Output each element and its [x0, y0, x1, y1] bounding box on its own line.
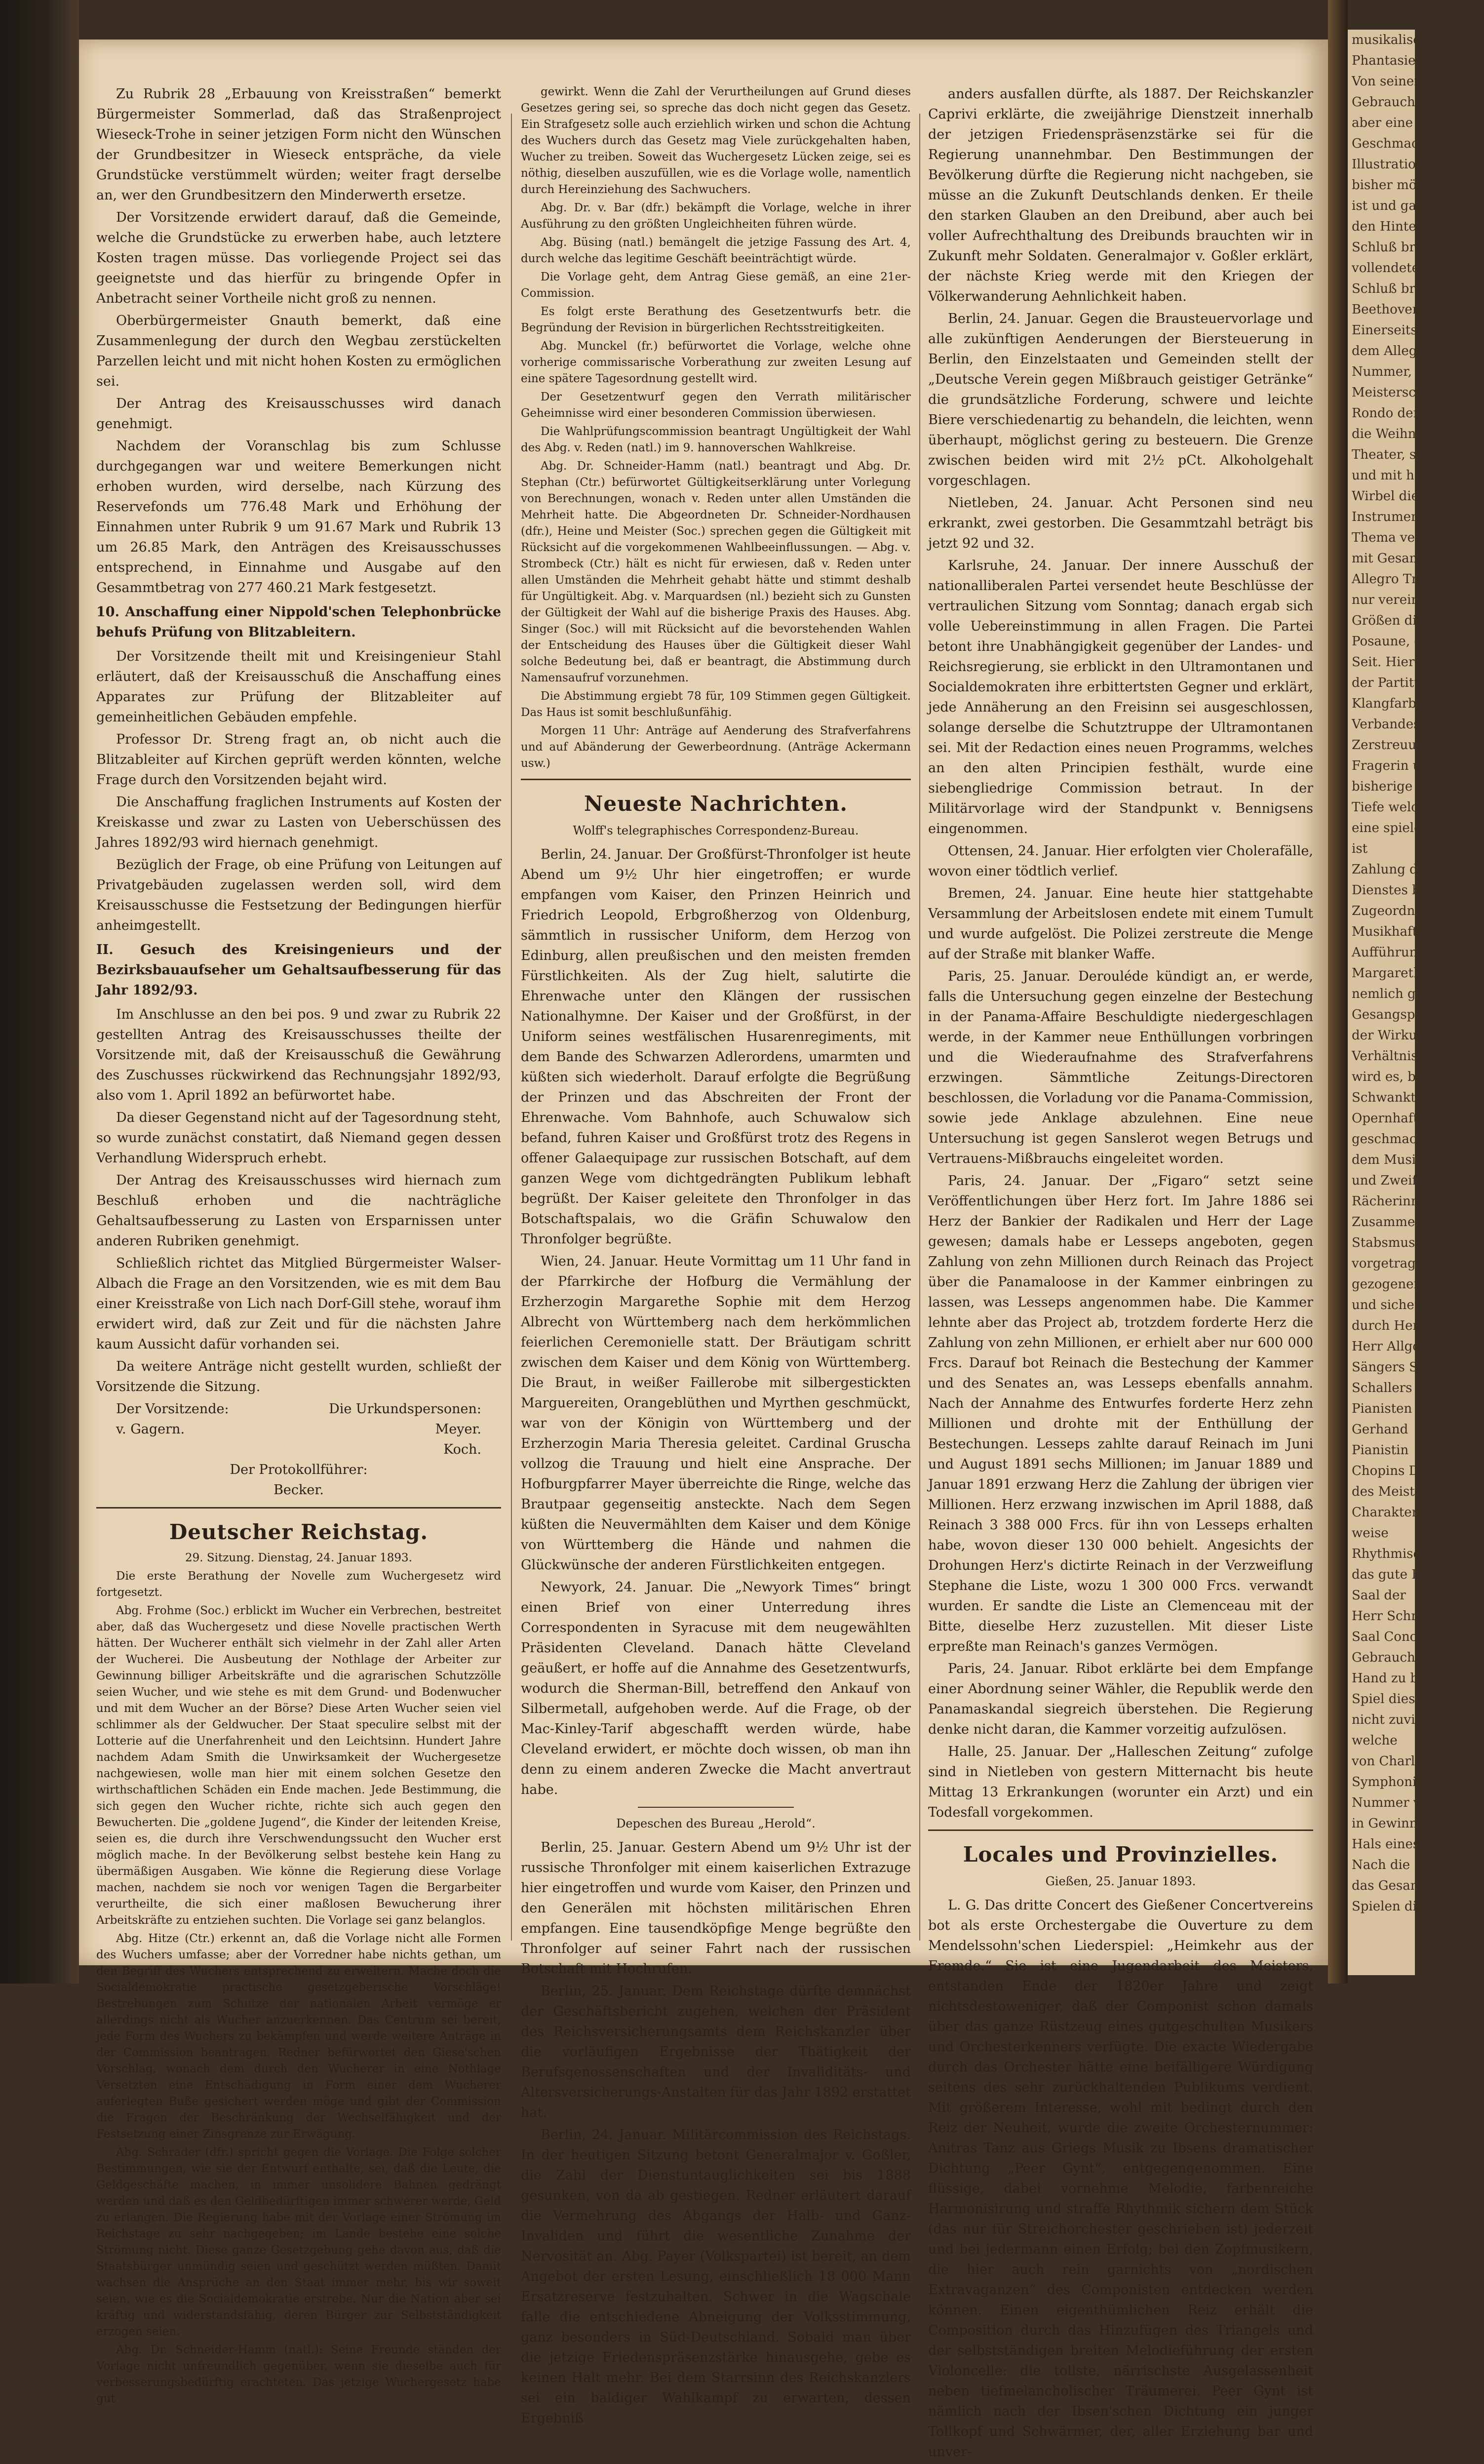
news-item: Wien, 24. Januar. Heute Vormittag um 11 Uhr fand in der Pfarrkirche der Hofburg die Vermählung der Erzherzogin Margarethe Sophie mit dem Herzog Albrecht von Württemberg nach dem herkömmlichen feierlichen Ceremonielle statt. Der Bräutigam schritt zwischen dem Kaiser und dem König von Württemberg. Die Braut, in weißer Faillerobe mit silbergestickten Marguereiten, Orangeblüthen und Myrthen geschmückt, war von der Königin von Württemberg und der Erzherzogin Maria Theresia geleitet. Cardinal Gruscha vollzog die Trauung und hielt eine Ansprache. Der Hofburgpfarrer Mayer überreichte die Ringe, welche das Brautpaar gegenseitig ansteckte. Nach dem Segen küßten die Neuvermählten dem Kaiser und dem Könige von Württemberg die Hände und nahmen die Glückwünsche der anderen Fürstlichkeiten entgegen. — [521, 1254, 911, 1573]
facing-page-edge — [1348, 30, 1484, 1975]
facing-page-text-fragment: Hand zu bewa — [1352, 1671, 1445, 1686]
facing-page-text-fragment: durch Herrn — [1352, 1318, 1434, 1333]
paragraph: Abg. Dr. Schneider-Hamm (natl.) beantragt und Abg. Dr. Stephan (Ctr.) befürwortet Gültigkeitserklärung unter Vorlegung von Berechnungen, wonach v. Reden unter allen Umständen die Mehrheit hatte. Die Abgeordneten Dr. Schneider-Nordhausen (dfr.), Heine und Meister (Soc.) sprechen gegen die Gültigkeit mit Rücksicht auf die vorgekommenen Wahlbeeinflussungen. — Abg. v. Strombeck (Ctr.) hält es nicht für erwiesen, daß v. Reden unter allen Umständen die Mehrheit gehabt hätte und stimmt deshalb für Ungültigkeit. Abg. v. Marquardsen (nl.) bezieht sich zu Gunsten der Gültigkeit der Wahl auf die bisherige Praxis des Hauses. Abg. Singer (Soc.) will mit Rücksicht auf die bevorstehenden Wahlen der Entscheidung des Hauses über die Gültigkeit dieser Wahl solche Bedeutung bei, daß er beantragt, die Abstimmung durch Namensaufruf vorzunehmen. — [521, 460, 911, 684]
paragraph: Da weitere Anträge nicht gestellt wurden, schließt der Vorsitzende die Sitzung. — [96, 1359, 501, 1394]
facing-page-text-fragment: Zahlung des — [1352, 862, 1432, 877]
facing-page-text-fragment: Schallers — [1352, 1381, 1412, 1395]
facing-page-text-fragment: von Charles — [1352, 1754, 1429, 1769]
facing-page-text-fragment: nur vereinzelten — [1352, 593, 1459, 607]
news-item: anders ausfallen dürfte, als 1887. Der Reichskanzler Caprivi erklärte, die zweijährige Dienstzeit innerhalb der jetzigen Friedenspräsenzstärke sei für die Regierung unannehmbar. Den Bestimmungen der Bevölkerung dürfte die Regierung nicht nachgeben, sie müsse an die Zukunft Deutschlands denken. Er theile den starken Glauben an den Dreibund, aber auch bei voller Aufrechthaltung des Dreibunds brauchten wir in Zukunft mehr Soldaten. Generalmajor v. Goßler erklärt, der nächste Krieg werde mit den Kriegen der Völkerwanderung Aehnlichkeit haben. — [928, 86, 1313, 304]
facing-page-text-fragment: den Hinter — [1352, 219, 1423, 234]
signature-block — [96, 1399, 501, 1500]
paragraph: Der Vorsitzende erwidert darauf, daß die Gemeinde, welche die Grundstücke zu erwerben habe, auch letztere Kosten tragen müsse. Das vorliegende Project sei das geeignetste und das hierfür zu bringende Opfer in Anbetracht seiner Vortheile nicht groß zu nennen. — [96, 210, 501, 306]
facing-page-text-fragment: Pianisten Bri — [1352, 1401, 1436, 1416]
facing-page-text-fragment: eine spielenden — [1352, 821, 1454, 835]
facing-page-text-fragment: Herr Schrön — [1352, 1609, 1434, 1624]
facing-page-text-fragment: Nummer, die Sa — [1352, 364, 1457, 379]
local-item: L. G. Das dritte Concert des Gießener Concertvereins bot als erste Orchestergabe die Ouverture zu dem Mendelssohn'schen Liederspiel: „Heimkehr aus der Fremde.“ Sie ist eine Jugendarbeit des Meisters, entstanden Ende der 1820er Jahre und zeigt nichtsdestoweniger, daß der Componist schon damals über das ganze Rüstzeug eines gutgeschulten Musikers und Orchesterkenners verfügte. Die exacte Wiedergabe durch das Orchester hätte eine beifälligere Würdigung seitens des sehr zurückhaltenden Publikums verdient. Mit größerem Interesse, wohl mit bedingt durch den Reiz der Neuheit, wurde die zweite Orchesternummer: Anitras Tanz aus Griegs Musik zu Ibsens dramatischer Dichtung „Peer Gynt“, entgegengenommen. Eine flüssige, dabei vornehme Melodie, farbenreiche Harmonisirung und straffe Rhythmik sichern dem Stück (das nur für Streichorchester geschrieben ist) jederzeit und bei jedermann einen Erfolg; bei den Zopfmusikern, die hier auch rein garnichts von „nordischen Extravaganzen“ des Componisten entdecken werden können. Einen eigenthümlichen Reiz erhält die Composition durch das Hinzufügen des Triangels und der selbstständigen breiten Melodieführung der ersten Violoncelle: die tollste, närrischste Ausgelassenheit neben tiefmelancholischer Träumerei. Peer Gynt ist nämlich nach der Ibsen'schen Dichtung ein junger Tollkopf und Schwärmer, der, aller Erziehung bar und unver- — [928, 1898, 1313, 2460]
facing-page-text-fragment: Beethovens die — [1352, 302, 1451, 317]
facing-page-text-fragment: Illustration wunde — [1352, 157, 1472, 172]
paragraph: Oberbürgermeister Gnauth bemerkt, daß eine Zusammenlegung der durch den Wegbau zerstückelten Parzellen leicht und mit nicht hohen Kosten zu ermöglichen sei. — [96, 313, 501, 389]
paragraph: Die erste Berathung der Novelle zum Wuchergesetz wird fortgesetzt. — [96, 1570, 501, 1599]
facing-page-text-fragment: Symphonie — [1352, 1775, 1424, 1789]
facing-page-text-fragment: Rächerinnen — [1352, 1194, 1435, 1209]
paragraph: Abg. Dr. v. Bar (dfr.) bekämpft die Vorlage, welche in ihrer Ausführung zu den größten Ungleichheiten führen würde. — [521, 201, 911, 231]
facing-page-text-fragment: Gebrauch an Ruch — [1352, 95, 1473, 110]
witness-name: Koch. — [443, 1442, 481, 1457]
facing-page-text-fragment: und Zweifelhaft — [1352, 1173, 1455, 1188]
facing-page-text-fragment: Saal Concert — [1352, 1629, 1436, 1644]
locales-dateline: Gießen, 25. Januar 1893. — [1045, 1874, 1196, 1888]
facing-page-text-fragment: vollendeten Winter — [1352, 261, 1476, 276]
section-divider — [96, 1507, 501, 1509]
facing-page-text-fragment: bisher möglich, — [1352, 178, 1453, 193]
facing-page-text-fragment: Stabsmusiker — [1352, 1235, 1441, 1250]
facing-page-text-fragment: des Meisters — [1352, 1484, 1435, 1499]
paragraph: Der Gesetzentwurf gegen den Verrath militärischer Geheimnisse wird einer besonderen Commission überwiesen. — [521, 391, 911, 420]
short-divider — [638, 1807, 794, 1808]
reichstag-report-continued — [521, 84, 911, 772]
paragraph: Abg. Frohme (Soc.) erblickt im Wucher ein Verbrechen, bestreitet aber, daß das Wuchergesetz und diese Novelle practischen Werth hätten. Der Wucherer enthält sich vielmehr in der Zahl aller Arten der Wucherei. Die Ausbeutung der Nothlage der Arbeiter zur Gewinnung billiger Arbeitskräfte und die agrarischen Schutzzölle seien Wucher, und wie stehe es mit dem Grund- und Bodenwucher und mit dem Wucher an der Börse? Diese Arten Wucher seien viel schlimmer als der Geldwucher. Der Staat speculire selbst mit der Lotterie auf die Unerfahrenheit und den Leichtsinn. Hundert Jahre nachdem Adam Smith die Unwirksamkeit der Wuchergesetze nachgewiesen, wolle man hier mit einem solchen Gesetze den wirthschaftlichen Schäden ein Ende machen. Jede Bestimmung, die sich gegen den Wucher richte, richte sich auch gegen den Bewucherten. Die „goldene Jugend“, die Kinder der leitenden Kreise, seien es, die durch ihre Verschwendungssucht den Wucher erst möglich mache. In der Bevölkerung selbst bestehe kein Hang zu übermäßigen Ausgaben. Wie könne die Regierung diese Vorlage machen, nachdem sie noch vor wenigen Tagen die Bergarbeiter verurtheilte, die sich einer maßlosen Bewucherung ihrer Arbeitskräfte zu entziehen suchten. Die Vorlage sei ganz belanglos. — [96, 1604, 501, 1927]
facing-page-text-fragment: Schluß brachten — [1352, 240, 1460, 255]
facing-page-text-fragment: Opernhaften — [1352, 1111, 1434, 1126]
facing-page-text-fragment: dem Allegro — [1352, 344, 1431, 358]
paragraph: Morgen 11 Uhr: Anträge auf Aenderung des Strafverfahrens und auf Abänderung der Gewerbeordnung. (Anträge Ackermann usw.) — [521, 724, 911, 770]
facing-page-text-fragment: Seit. Hier mag — [1352, 655, 1447, 670]
facing-page-text-fragment: die Weihnachts — [1352, 427, 1451, 441]
facing-page-text-fragment: Margarethe's — [1352, 966, 1440, 981]
facing-page-text-fragment: Dienstes beider — [1352, 883, 1454, 898]
agenda-item-11: II. Gesuch des Kreisingenieurs und der Bezirksbauaufseher um Gehaltsaufbesserung für das Jahr 1892/93. — [96, 942, 501, 998]
news-item: Karlsruhe, 24. Januar. Der innere Ausschuß der nationalliberalen Partei versendet heute Beschlüsse der vertraulichen Sitzung vom Sonntag; danach ergab sich volle Uebereinstimmung in allen Fragen. Die Partei betont ihre Unabhängigkeit gegenüber der Landes- und Reichsregierung, sie erblickt in den Ultramontanen und Socialdemokraten ihre erbittertsten Gegner und erklärt, jede Annäherung an den Freisinn sei ausgeschlossen, solange derselbe die Schutztruppe der Ultramontanen sei. Mit der Redaction eines neuen Programms, welches an den alten Principien festhält, wurde eine siebengliedrige Commission betraut. In der Militärvorlage wird der Standpunkt v. Bennigsens eingenommen. — [928, 558, 1313, 836]
facing-page-text-fragment: welche — [1352, 1733, 1398, 1748]
facing-page-text-fragment: Sängers Sie — [1352, 1360, 1430, 1375]
facing-page-text-fragment: Rhythmisch — [1352, 1547, 1429, 1561]
facing-page-text-fragment: bisherige Spann — [1352, 779, 1458, 794]
paragraph: Die Vorlage geht, dem Antrag Giese gemäß, an eine 21er-Commission. — [521, 271, 911, 300]
protocol-name: Becker. — [273, 1482, 324, 1498]
news-item: Berlin, 24. Januar. Militärcommission des Reichstags. In der heutigen Sitzung betont Generalmajor v. Goßler, die Zahl der Dienstuntauglichkeiten sei bis 1888 gesunken, von da ab gestiegen. Redner erläutert darauf die Vermehrung des Abgangs der Halb- und Ganz-Invaliden und führt die wesentliche Zunahme der Nervosität an. Abg. Payer (Volkspartei) ist bereit, an dem Angebot der ersten Lesung, einschließlich 18 000 Mann Ersatzreserve festzuhalten. Schwer in die Wagschale falle die entschiedene Abneigung der Volksstimmung, ganz besonders in Süd-Deutschland. Sobald man über die jetzige Friedenspräsenzstärke hinausgehe, gebe es keinen Halt mehr. Bei dem Starrsinn des Reichskanzlers sei ein baldiger Wahlkampf zu erwarten, dessen Ergebniß — [521, 2127, 911, 2426]
facing-page-text-fragment: Hals eines — [1352, 1837, 1420, 1852]
chairman-name: v. Gagern. — [116, 1422, 185, 1437]
facing-page-text-fragment: der Wirkung — [1352, 1028, 1434, 1043]
news-item: Bremen, 24. Januar. Eine heute hier stattgehabte Versammlung der Arbeitslosen endete mit einem Tumult und wurde aufgelöst. Die Polizei zerstreute die Menge auf der Straße mit blanker Waffe. — [928, 886, 1313, 962]
facing-page-text-fragment: Einerseits sahn — [1352, 323, 1452, 338]
column-3 — [928, 84, 1313, 2464]
facing-page-text-fragment: Zugeordneten — [1352, 904, 1444, 918]
facing-page-text-fragment: vorgetragenes — [1352, 1256, 1446, 1271]
paragraph: Abg. Büsing (natl.) bemängelt die jetzige Fassung des Art. 4, durch welche das legitime Geschäft beeinträchtigt würde. — [521, 236, 911, 265]
paragraph: Im Anschlusse an den bei pos. 9 und zwar zu Rubrik 22 gestellten Antrag des Kreisausschusses theilte der Vorsitzende mit, daß der Kreisausschuß die Gewährung des Zuschusses rückwirkend das Rechnungsjahr 1892/93, also vom 1. April 1892 an befürwortet habe. — [96, 1007, 501, 1103]
facing-page-text-fragment: wird es, besond — [1352, 1070, 1454, 1084]
facing-page-text-fragment: und mit höchstem — [1352, 468, 1469, 483]
facing-page-text-fragment: Charakters — [1352, 1505, 1425, 1520]
facing-page-text-fragment: Schluß brachten — [1352, 281, 1460, 296]
paragraph: Die Abstimmung ergiebt 78 für, 109 Stimmen gegen Gültigkeit. Das Haus ist somit beschlußunfähig. — [521, 690, 911, 719]
paragraph: Bezüglich der Frage, ob eine Prüfung von Leitungen auf Privatgebäuden zugelassen werden soll, wird dem Kreisausschusse die Festsetzung der Bedingungen hierfür anheimgestellt. — [96, 857, 501, 933]
column-rule-2 — [919, 114, 920, 1941]
facing-page-text-fragment: Gesangspartie — [1352, 1007, 1446, 1022]
news-item: Ottensen, 24. Januar. Hier erfolgten vier Cholerafälle, wovon einer tödtlich verlief. — [928, 843, 1313, 879]
facing-page-text-fragment: Posaune, des gei — [1352, 634, 1461, 649]
paragraph: Professor Dr. Streng fragt an, ob nicht auch die Blitzableiter auf Kirchen geprüft werden könnten, welche Frage durch den Vorsitzenden bejaht wird. — [96, 732, 501, 788]
facing-page-text-fragment: Spielen die — [1352, 1899, 1425, 1914]
chairman-label: Der Vorsitzende: — [116, 1401, 229, 1417]
facing-page-text-fragment: Von seinen weiteren — [1352, 74, 1484, 89]
facing-page-text-fragment: Tiefe welches — [1352, 800, 1441, 815]
facing-page-text-fragment: Allegro Trio — [1352, 572, 1430, 587]
herold-source: Depeschen des Bureau „Herold“. — [616, 1817, 816, 1830]
facing-page-text-fragment: Phantasiereichen — [1352, 53, 1465, 68]
news-source: Wolff's telegraphisches Correspondenz-Bureau. — [573, 824, 859, 837]
kreistag-report-part1 — [96, 84, 501, 598]
column-2 — [521, 84, 911, 2430]
witnesses-label: Die Urkundspersonen: — [329, 1401, 481, 1417]
facing-page-text-fragment: Theater, sowie — [1352, 447, 1446, 462]
paragraph: Da dieser Gegenstand nicht auf der Tagesordnung steht, so wurde zunächst constatirt, daß Niemand gegen dessen Verhandlung Widerspruch erhebt. — [96, 1110, 501, 1166]
facing-page-text-fragment: dem Musikstil — [1352, 1153, 1444, 1167]
locales-items — [928, 1895, 1313, 2462]
news-item: Berlin, 24. Januar. Gegen die Brausteuervorlage und alle zukünftigen Aenderungen der Biersteuerung in Berlin, den Einzelstaaten und Gemeinden stellt der „Deutsche Verein gegen Mißbrauch geistiger Getränke“ die grundsätzliche Forderung, schwere und leichte Biere verschiedenartig zu behandeln, die leichten, wenn überhaupt, möglichst gering zu besteuern. Die Grenze zwischen beiden wird mit 2½ pCt. Alkoholgehalt vorgeschlagen. — [928, 311, 1313, 488]
facing-page-text-fragment: Instrumentalist — [1352, 510, 1452, 524]
news-item: Paris, 24. Januar. Der „Figaro“ setzt seine Veröffentlichungen über Herz fort. Im Jahre 1886 sei Herz der Bankier der Radikalen und Herr der Lage gewesen; damals habe er Lesseps angeboten, gegen Zahlung von zehn Millionen durch Reinach das Project über die Panamaloose in der Kammer einbringen zu lassen, was Lesseps angenommen habe. Die Kammer lehnte aber das Project ab, trotzdem forderte Herz die Zahlung von zehn Millionen, er erhielt aber nur 600 000 Frcs. Darauf bot Reinach die Bestechung der Kammer und des Senates an, was Lesseps ebenfalls annahm. Nach der Annahme des Entwurfes forderte Herz zehn Millionen und drohte mit der Enthüllung der Bestechungen. Lesseps zahlte darauf Reinach im Juni und August 1891 sechs Millionen; im Januar 1889 und Januar 1891 erzwang Herz die Zahlung der übrigen vier Millionen. Herz erzwang inzwischen im April 1888, daß Reinach 3 388 000 Frcs. für ihn von Lesseps erhalten habe, wovon dieser 130 000 behielt. Angesichts der Drohungen Herz's dictirte Reinach in der Verzweiflung Stephane die Liste, wozu 1 300 000 Frcs. verwandt wurden. Er sandte die Liste an Clemenceau mit der Bitte, dieselbe Herz zuzustellen. Mit dieser Liste erpreßte man Reinach's ganzes Vermögen. — [928, 1173, 1313, 1654]
news-item: Berlin, 25. Januar. Dem Reichstage dürfte demnächst der Geschäftsbericht zugehen, welchen der Präsident des Reichsversicherungsamts dem Reichskanzler über die vorläufigen Ergebnisse der Thätigkeit der Berufsgenossenschaften und der Invaliditäts- und Altersversicherungs-Anstalten für das Jahr 1892 erstattet hat. — [521, 1984, 911, 2120]
facing-page-text-fragment: Wirbel die Ei — [1352, 489, 1437, 504]
news-item: Halle, 25. Januar. Der „Halleschen Zeitung“ zufolge sind in Nietleben von gestern Mitternacht bis heute Mittag 13 Erkrankungen (worunter ein Arzt) und ein Todesfall vorgekommen. — [928, 1744, 1313, 1820]
news-item: Berlin, 25. Januar. Gestern Abend um 9½ Uhr ist der russische Thronfolger mit einem kaiserlichen Extrazuge hier eingetroffen und wurde vom Kaiser, den Prinzen und den Generälen mit höchsten militärischen Ehren empfangen. Eine tausendköpfige Menge begrüßte den Thronfolger auf seiner Fahrt nach der russischen Botschaft mit Hochrufen. — [521, 1840, 911, 1977]
reichstag-report — [96, 1568, 501, 2407]
column-1 — [96, 84, 501, 2409]
paragraph: Schließlich richtet das Mitglied Bürgermeister Walser-Albach die Frage an den Vorsitzenden, wie es mit dem Bau einer Kreisstraße von Lich nach Dorf-Gill stehe, worauf ihm erwidert wird, daß zur Zeit und für die nächsten Jahre kaum Aussicht dafür vorhanden sei. — [96, 1256, 501, 1352]
facing-page-text-fragment: Aufführung — [1352, 945, 1426, 960]
facing-page-text-fragment: nemlich gleich — [1352, 987, 1447, 1001]
locales-heading: Locales und Provinzielles. — [963, 1842, 1279, 1867]
facing-page-text-fragment: das Gesamm — [1352, 1878, 1435, 1893]
facing-page-text-fragment: Nach die — [1352, 1858, 1410, 1872]
paragraph: Zu Rubrik 28 „Erbauung von Kreisstraßen“ bemerkt Bürgermeister Sommerlad, daß das Straßenproject Wieseck-Trohe in seiner jetzigen Form nicht den Wünschen der Grundbesitzer in Wieseck entspräche, da viele Grundstücke verstümmelt würden; weiter fragt derselbe an, wer den Grundbesitzern den Minderwerth ersetze. — [96, 86, 501, 203]
paragraph: Die Anschaffung fraglichen Instruments auf Kosten der Kreiskasse und zwar zu Lasten von Ueberschüssen des Jahres 1892/93 wird hiernach genehmigt. — [96, 795, 501, 850]
paragraph: Abg. Dr. Schneider-Hamm (natl.): Seine Freunde ständen der Vorlage nicht unfreundlich gegenüber, wenn sie dieselbe auch für verbesserungsbedürftig erachteten. Das jetzige Wuchergesetz habe gut — [96, 2344, 501, 2405]
facing-page-text-fragment: Zerstreuung des — [1352, 738, 1460, 753]
paragraph: Die Wahlprüfungscommission beantragt Ungültigkeit der Wahl des Abg. v. Reden (natl.) im 9. hannoverschen Wahlkreise. — [521, 425, 911, 454]
news-item: Paris, 25. Januar. Derouléde kündigt an, er werde, falls die Untersuchung gegen einzelne der Bestechung in der Panama-Affaire Beschuldigte niedergeschlagen werde, in der Kammer neue Enthüllungen vorbringen und die Wiederaufnahme des Strafverfahrens erzwingen. Sämmtliche Zeitungs-Directoren beschlossen, die Vorladung vor die Panama-Commission, sowie jede Anklage abzulehnen. Eine neue Untersuchung ist gegen Sanslerot wegen Betrugs und Vertrauens-Mißbrauchs eingeleitet worden. — [928, 969, 1313, 1166]
paragraph: Nachdem der Voranschlag bis zum Schlusse durchgegangen war und weitere Bemerkungen nicht erhoben wurden, wird derselbe, nach Kürzung des Reservefonds um 776.48 Mark und Erhöhung der Einnahmen unter Rubrik 9 um 91.67 Mark und Rubrik 13 um 26.85 Mark, den Anträgen des Kreisausschusses entsprechend, in Einnahme und Ausgabe auf den Gesammtbetrag von 277 460.21 Mark festgesetzt. — [96, 438, 501, 596]
kreistag-report-part2 — [96, 646, 501, 936]
facing-page-text-fragment: geschmackvoll — [1352, 1132, 1448, 1147]
facing-page-text-fragment: der Partitur, die — [1352, 676, 1455, 690]
paragraph: Der Antrag des Kreisausschusses wird danach genehmigt. — [96, 396, 501, 432]
facing-page-text-fragment: nicht zuviel — [1352, 1712, 1427, 1727]
facing-page-text-fragment: Rondo der zw — [1352, 406, 1442, 421]
facing-page-text-fragment: das gute Bolk — [1352, 1567, 1441, 1582]
witness-name: Meyer. — [435, 1422, 481, 1437]
facing-page-text-fragment: Fragerin und — [1352, 758, 1438, 773]
session-line: 29. Sitzung. Dienstag, 24. Januar 1893. — [185, 1551, 412, 1564]
facing-page-text-fragment: gezogenen Ja — [1352, 1277, 1439, 1292]
facing-page-text-fragment: ist — [1352, 841, 1368, 856]
facing-page-text-fragment: aber eine zulässig — [1352, 116, 1470, 130]
facing-page-text-fragment: Gerhand — [1352, 1422, 1408, 1437]
kreistag-report-part3 — [96, 1004, 501, 1397]
facing-page-text-fragment: Chopins D-moll — [1352, 1464, 1452, 1478]
facing-page-text-fragment: Geschmack der — [1352, 136, 1453, 151]
book-binding-edge — [0, 0, 79, 1984]
facing-page-text-fragment: Herr Allgoyer — [1352, 1339, 1442, 1354]
news-item: Paris, 24. Januar. Ribot erklärte bei dem Empfange einer Abordnung seiner Wähler, die Republik werde den Panamaskandal siegreich überstehen. Die Regierung denke nicht daran, die Kammer vorzeitig aufzulösen. — [928, 1661, 1313, 1737]
facing-page-text-fragment: musikalisch, durch — [1352, 33, 1475, 47]
column-rule-1 — [511, 114, 512, 1941]
facing-page-text-fragment: und sicher — [1352, 1298, 1421, 1312]
facing-page-text-fragment: Spiel dies — [1352, 1692, 1415, 1707]
facing-page-text-fragment: Thema verarbeitet — [1352, 530, 1473, 545]
facing-page-text-fragment: ist und ganz aus — [1352, 199, 1458, 213]
paragraph: Der Antrag des Kreisausschusses wird hiernach zum Beschluß erhoben und die nachträgliche Gehaltsaufbesserung zu Lasten von Ersparnissen unter anderen Rubriken genehmigt. — [96, 1173, 501, 1249]
facing-page-text-fragment: Saal der — [1352, 1588, 1406, 1603]
facing-page-text-fragment: Meisterschaft in — [1352, 385, 1458, 400]
news-items — [521, 844, 911, 1800]
facing-page-text-fragment: Größen die Pian — [1352, 613, 1457, 628]
paragraph: Abg. Hitze (Ctr.) erkennt an, daß die Vorlage nicht alle Formen des Wuchers umfasse; aber der Vorredner habe nichts gethan, um den Begriff des Wuchers entsprechend zu erweitern. Mache doch die Socialdemokratie practische gesetzgeberische Vorschläge! Bestrebungen zum Schutze der nationalen Arbeit vermöge er allerdings nicht als Wucher anzuerkennen. Das Centrum sei bereit, jede Form des Wuchers zu bekämpfen und werde weitere Anträge in der Commission beantragen. Redner befürwortet den Giese'schen Vorschlag, wonach dem durch den Wucherer in eine Nothlage Versetzten eine Entschädigung in Form einer dem Wucherer auferlegten Buße gesichert werden möge und gibt der Commission die Fragen der Beschränkung der Wechselfähigkeit und der Festsetzung einer Zinsgrenze zur Erwägung. — [96, 1932, 501, 2141]
facing-page-text-fragment: in Gewinn — [1352, 1816, 1418, 1831]
facing-page-text-fragment: Klangfarbe, die — [1352, 696, 1452, 711]
news-item: Nietleben, 24. Januar. Acht Personen sind neu erkrankt, zwei gestorben. Die Gesammtzahl beträgt bis jetzt 92 und 32. — [928, 495, 1313, 551]
paragraph: Es folgt erste Berathung des Gesetzentwurfs betr. die Begründung der Revision in bürgerlichen Rechtsstreitigkeiten. — [521, 305, 911, 334]
facing-page-text-fragment: Gebrauch — [1352, 1650, 1415, 1665]
paragraph: Abg. Munckel (fr.) befürwortet die Vorlage, welche ohne vorherige commissarische Vorberathung zur zweiten Lesung auf eine spätere Tagesordnung gestellt wird. — [521, 340, 911, 385]
news-item: Berlin, 24. Januar. Der Großfürst-Thronfolger ist heute Abend um 9½ Uhr hier eingetroffen; er wurde empfangen vom Kaiser, den Prinzen Heinrich und Friedrich Leopold, Erbgroßherzog von Oldenburg, sämmtlich in russischer Uniform, dem Herzog von Edinburg, allen preußischen und den meisten fremden Fürstlichkeiten. Als der Zug hielt, salutirte die Ehrenwache unter den Klängen der russischen Nationalhymne. Der Kaiser und der Großfürst, in der Uniform seines westfälischen Husarenregiments, mit dem Bande des Schwarzen Adlerordens, umarmten und küßten sich wiederholt. Darauf erfolgte die Begrüßung der Prinzen und das Abschreiten der Front der Ehrenwache. Vom Bahnhofe, auch Schuwalow sich befand, fuhren Kaiser und Großfürst trotz des Regens in offener Galaequipage zur russischen Botschaft, auf dem ganzen Wege vom dichtgedrängten Publikum lebhaft begrüßt. Der Kaiser geleitete den Thronfolger in das Botschaftspalais, wo die Gräfin Schuwalow den Thronfolger begrüßte. — [521, 847, 911, 1247]
facing-page-text-fragment: Musikhaften — [1352, 924, 1434, 939]
section-divider — [521, 779, 911, 780]
facing-page-text-fragment: Zusammenwirken — [1352, 1215, 1468, 1230]
reichstag-heading: Deutscher Reichstag. — [169, 1520, 429, 1544]
facing-page-text-fragment: Nummer ver — [1352, 1795, 1435, 1810]
news-heading: Neueste Nachrichten. — [584, 792, 848, 816]
section-divider — [928, 1829, 1313, 1831]
facing-page-text-fragment: mit Gesammtheit — [1352, 551, 1464, 566]
agenda-item-10: 10. Anschaffung einer Nippold'schen Telephonbrücke behufs Prüfung von Blitzableitern. — [96, 604, 501, 640]
facing-page-text-fragment: Pianistin — [1352, 1443, 1409, 1458]
facing-page-text-fragment: Verbandes gebo — [1352, 717, 1456, 732]
book-gutter — [1328, 0, 1348, 1984]
news-item: Newyork, 24. Januar. Die „Newyork Times“ bringt einen Brief von einer Unterredung ihres Correspondenten in Syracuse mit dem neugewählten Präsidenten Cleveland. Danach hätte Cleveland geäußert, er hoffe auf die Annahme des Gesetzentwurfs, wodurch die Sherman-Bill, betreffend den Ankauf von Silbermetall, aufgehoben werde. Auf die Frage, ob der Mac-Kinley-Tarif abgeschafft werden würde, habe Cleveland erwidert, er möchte doch wissen, ob man ihn denn zu einem anderen Zwecke die Macht anvertraut habe. — [521, 1580, 911, 1797]
facing-page-text-fragment: Verhältnissen — [1352, 1049, 1441, 1064]
facing-page-text-fragment: Schwankte, dies — [1352, 1090, 1458, 1105]
paragraph: Abg. Schrader (dfr.) spricht gegen die Vorlage. Die Folge solcher Bestimmungen, wie sie der Entwurf enthalte, sei, daß die Leute, die Geldgeschäfte machen, in immer unsolidere Bahnen gedrängt werden und daß es den Geldbedürftigen immer schwerer werde, Geld zu erlangen. Die Regierung habe mit der Vorlage einer Strömung im Reichstage zu sehr nachgegeben; im Lande bestehe eine solche Strömung nicht. Diese ganze Gesetzgebung gehe davon aus, daß die Staatsbürger unmündig seien und geschützt werden müßten. Damit wachsen die Ansprüche an den Staat immer mehr, bis wir soweit seien, wie es die Socialdemokratie erstrebe. Nur die Nation aber sei kräftig und widerstandsfähig, deren Bürger zur Selbstständigkeit erzogen seien. — [96, 2146, 501, 2338]
paragraph: gewirkt. Wenn die Zahl der Verurtheilungen auf Grund dieses Gesetzes gering sei, so spreche das doch nicht gegen das Gesetz. Ein Strafgesetz solle auch erziehlich wirken und schon die Achtung des Wuchers durch das Gesetz mag Viele zurückgehalten haben, Wucher zu treiben. Soweit das Wuchergesetz Lücken zeige, sei es nöthig, dieselben auszufüllen, wie es die Vorlage wolle, namentlich durch Hereinziehung des Sachwuchers. — [521, 85, 911, 196]
herold-items — [521, 1837, 911, 2428]
news-items-continued — [928, 84, 1313, 1823]
facing-page-text-fragment: weise — [1352, 1526, 1389, 1541]
protocol-label: Der Protokollführer: — [230, 1462, 368, 1477]
paragraph: Der Vorsitzende theilt mit und Kreisingenieur Stahl erläutert, daß der Kreisausschuß die Anschaffung eines Apparates zur Prüfung der Blitzableiter auf gemeinheitlichen Gebäuden empfehle. — [96, 649, 501, 725]
